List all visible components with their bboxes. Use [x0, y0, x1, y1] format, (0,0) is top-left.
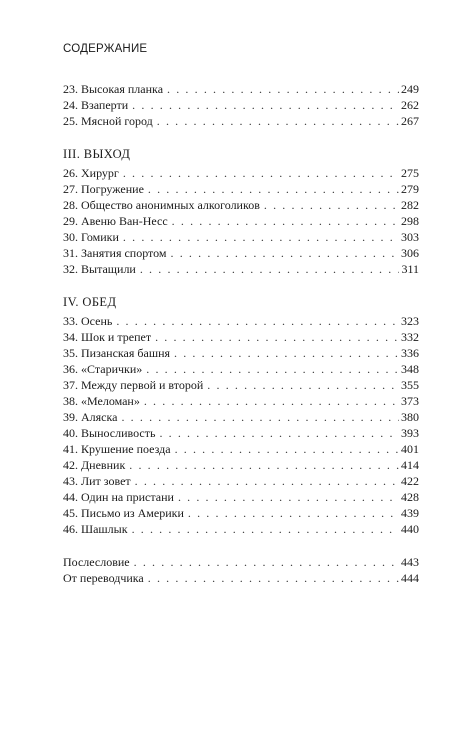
toc-entry-title: 27. Погружение	[63, 182, 144, 196]
dot-leader	[264, 197, 399, 213]
toc-entry[interactable]	[63, 113, 419, 129]
toc-entry-page: 443	[401, 555, 419, 569]
toc-entry-page: 380	[401, 410, 419, 424]
toc-entry-title: 42. Дневник	[63, 458, 126, 472]
toc-entry-title: 37. Между первой и второй	[63, 378, 204, 392]
toc-entry-page: 414	[401, 458, 419, 472]
toc-entry-title: 41. Крушение поезда	[63, 442, 171, 456]
toc-entry[interactable]	[63, 329, 419, 345]
toc-entry[interactable]	[63, 361, 419, 377]
dot-leader	[207, 377, 399, 393]
toc-entry-title: 38. «Меломан»	[63, 394, 140, 408]
toc-entry-page: 336	[401, 346, 419, 360]
toc-back-matter	[63, 554, 419, 586]
dot-leader	[148, 181, 399, 197]
toc-entry-page: 422	[401, 474, 419, 488]
toc-part-4	[63, 294, 419, 537]
toc-entry[interactable]	[63, 97, 419, 113]
dot-leader	[132, 521, 399, 537]
dot-leader	[174, 345, 399, 361]
dot-leader	[172, 213, 399, 229]
toc-entry-title: 23. Высокая планка	[63, 82, 164, 96]
toc-entry-page: 282	[401, 198, 419, 212]
dot-leader	[116, 313, 399, 329]
toc-entry[interactable]	[63, 165, 419, 181]
toc-entry[interactable]	[63, 441, 419, 457]
dot-leader	[129, 457, 399, 473]
dot-leader	[123, 229, 399, 245]
toc-entry-title: 30. Гомики	[63, 230, 119, 244]
toc-entry-title: 34. Шок и трепет	[63, 330, 152, 344]
dot-leader	[134, 554, 399, 570]
dot-leader	[171, 245, 399, 261]
toc-entry[interactable]	[63, 554, 419, 570]
toc-entry-page: 267	[401, 114, 419, 128]
toc-entry-title: 45. Письмо из Америки	[63, 506, 184, 520]
toc-entry-page: 311	[401, 262, 419, 276]
toc-entry[interactable]	[63, 197, 419, 213]
toc-entry[interactable]	[63, 345, 419, 361]
section-gap	[63, 537, 419, 554]
section-gap	[63, 277, 419, 294]
toc-entry[interactable]	[63, 377, 419, 393]
dot-leader	[148, 570, 399, 586]
toc-entry-title: 43. Лит зовет	[63, 474, 131, 488]
dot-leader	[140, 261, 400, 277]
toc-entry[interactable]	[63, 213, 419, 229]
toc-entry-page: 440	[401, 522, 419, 536]
toc-entry-page: 393	[401, 426, 419, 440]
toc-entry[interactable]	[63, 313, 419, 329]
toc-entry-page: 303	[401, 230, 419, 244]
toc-entry[interactable]	[63, 181, 419, 197]
toc-entry-title: 25. Мясной город	[63, 114, 153, 128]
toc-entry[interactable]	[63, 229, 419, 245]
dot-leader	[178, 489, 399, 505]
toc-entry[interactable]	[63, 425, 419, 441]
toc-entry-title: 44. Один на пристани	[63, 490, 174, 504]
toc-entry-title: От переводчика	[63, 571, 144, 585]
toc-entry-page: 262	[401, 98, 419, 112]
dot-leader	[146, 361, 399, 377]
toc-entry[interactable]	[63, 81, 419, 97]
toc-entry[interactable]	[63, 261, 419, 277]
dot-leader	[144, 393, 399, 409]
dot-leader	[123, 165, 399, 181]
toc-entry-title: 46. Шашлык	[63, 522, 128, 536]
dot-leader	[167, 81, 399, 97]
toc-entry[interactable]	[63, 473, 419, 489]
dot-leader	[135, 473, 399, 489]
toc-entry-title: Послесловие	[63, 555, 130, 569]
dot-leader	[155, 329, 399, 345]
toc-entry-title: 33. Осень	[63, 314, 113, 328]
toc-entry-title: 39. Аляска	[63, 410, 118, 424]
part-heading: IV. ОБЕД	[63, 295, 117, 309]
toc-entry-title: 29. Авеню Ван-Несс	[63, 214, 168, 228]
toc-entry-page: 373	[401, 394, 419, 408]
running-head: СОДЕРЖАНИЕ	[63, 43, 148, 55]
toc-entry-title: 31. Занятия спортом	[63, 246, 167, 260]
toc-entry-page: 275	[401, 166, 419, 180]
toc-entry-page: 439	[401, 506, 419, 520]
toc-entry-title: 26. Хирург	[63, 166, 119, 180]
toc-entry[interactable]	[63, 409, 419, 425]
toc-entry[interactable]	[63, 489, 419, 505]
toc	[63, 81, 419, 586]
toc-entry[interactable]	[63, 245, 419, 261]
dot-leader	[175, 441, 399, 457]
dot-leader	[188, 505, 399, 521]
toc-entry-page: 332	[401, 330, 419, 344]
toc-entry-page: 355	[401, 378, 419, 392]
section-gap	[63, 129, 419, 146]
toc-entry-page: 348	[401, 362, 419, 376]
dot-leader	[157, 113, 399, 129]
dot-leader	[159, 425, 399, 441]
toc-entry-title: 35. Пизанская башня	[63, 346, 171, 360]
toc-part-3	[63, 146, 419, 277]
toc-entry[interactable]	[63, 570, 419, 586]
toc-entry-page: 306	[401, 246, 419, 260]
toc-entry-page: 249	[401, 82, 419, 96]
toc-entry-page: 444	[401, 571, 419, 585]
toc-entry-page: 323	[401, 314, 419, 328]
toc-entry-page: 279	[401, 182, 419, 196]
toc-entry-page: 428	[401, 490, 419, 504]
toc-entry-title: 40. Выносливость	[63, 426, 156, 440]
toc-entry-title: 24. Взаперти	[63, 98, 129, 112]
part-heading: III. ВЫХОД	[63, 147, 131, 161]
dot-leader	[132, 97, 399, 113]
toc-entry-title: 28. Общество анонимных алкоголиков	[63, 198, 260, 212]
toc-entry[interactable]	[63, 505, 419, 521]
toc-entry[interactable]	[63, 457, 419, 473]
dot-leader	[121, 409, 399, 425]
toc-entry[interactable]	[63, 393, 419, 409]
toc-entry-page: 401	[401, 442, 419, 456]
toc-entry[interactable]	[63, 521, 419, 537]
toc-entry-title: 32. Вытащили	[63, 262, 136, 276]
toc-entry-title: 36. «Старички»	[63, 362, 143, 376]
toc-continued-section	[63, 81, 419, 129]
toc-entry-page: 298	[401, 214, 419, 228]
